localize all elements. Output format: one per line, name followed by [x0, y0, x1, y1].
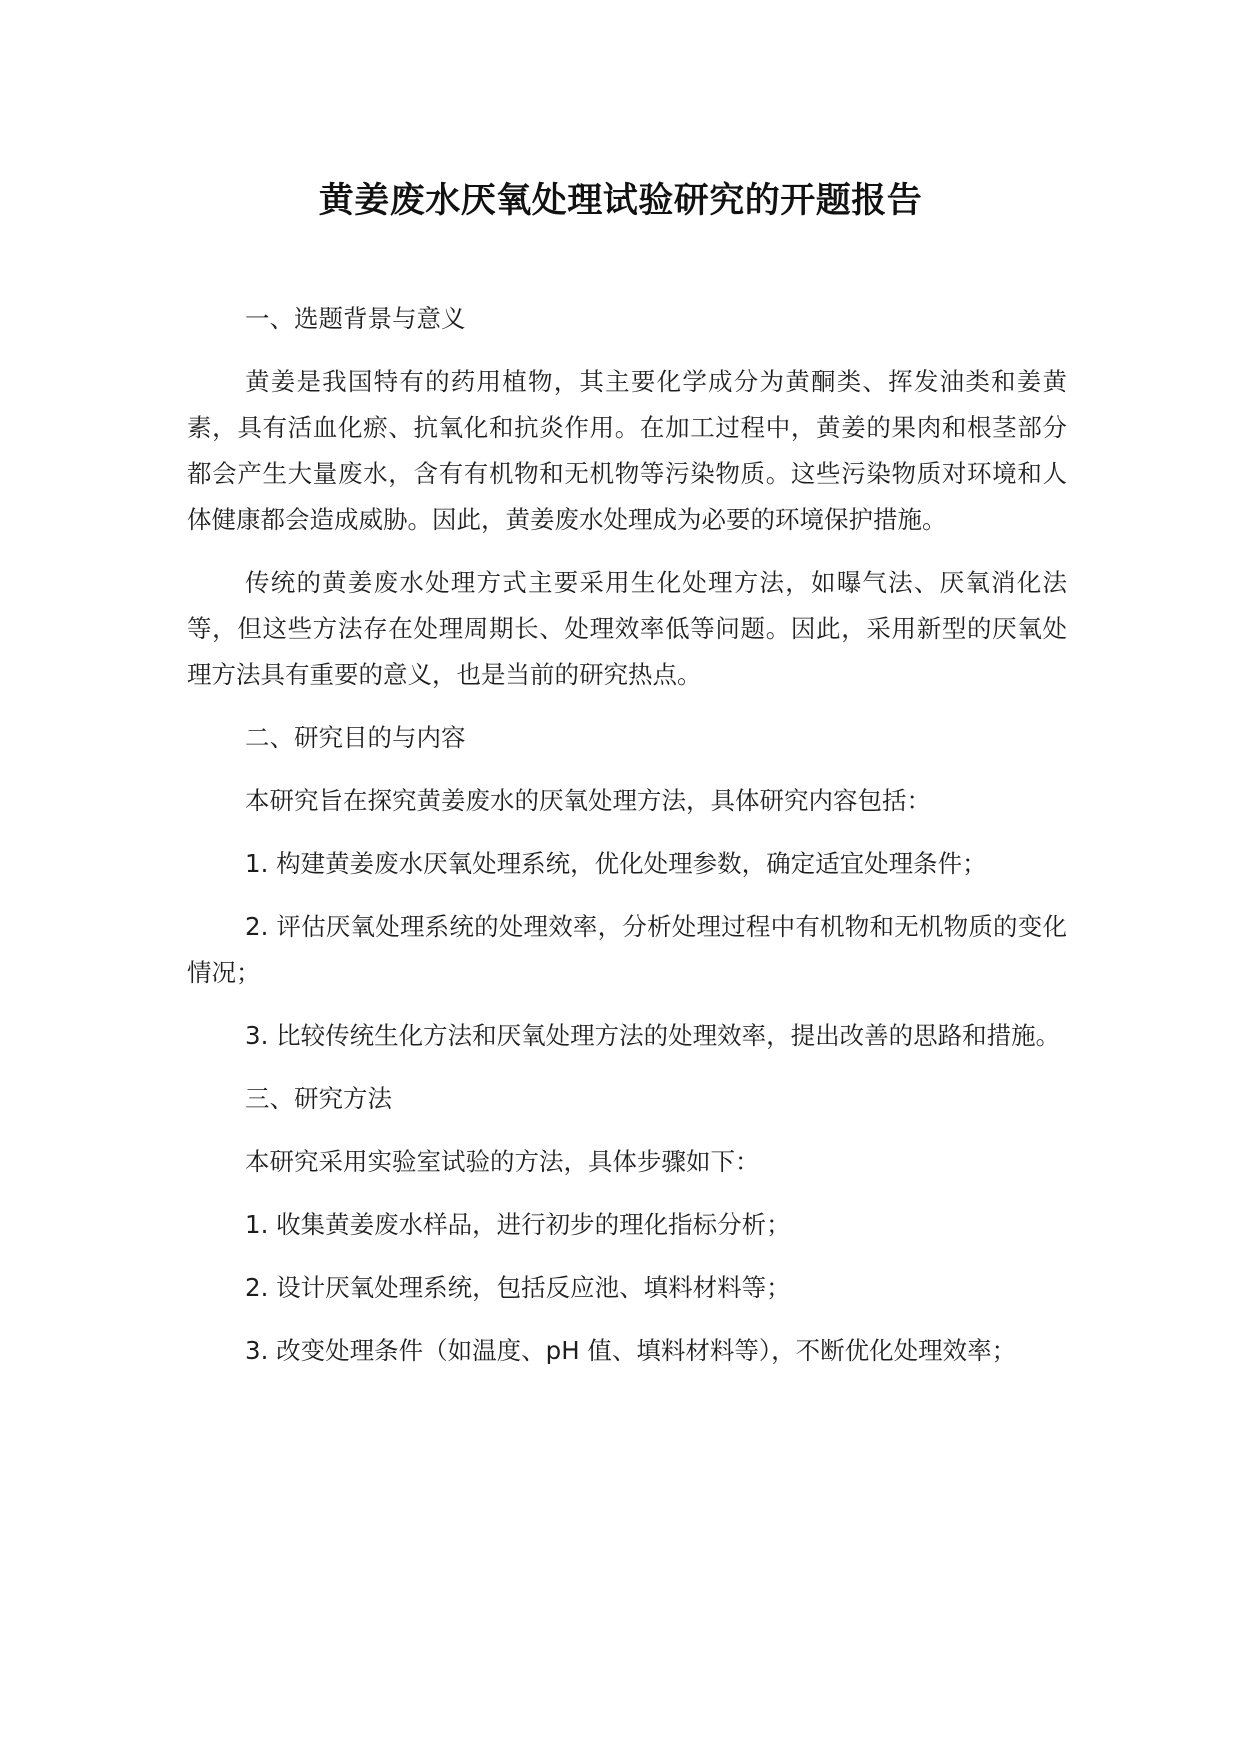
section1-heading: 一、选题背景与意义	[245, 304, 466, 333]
section3-intro: 本研究采用实验室试验的方法，具体步骤如下：	[245, 1147, 760, 1176]
section3-item-3: 3. 改变处理条件（如温度、pH 值、填料材料等），不断优化处理效率；	[245, 1336, 1017, 1365]
section1-paragraph-1: 黄姜是我国特有的药用植物，其主要化学成分为黄酮类、挥发油类和姜黄素，具有活血化瘀、抗氧化和抗炎作用。在加工过程中，黄姜的果肉和根茎部分都会产生大量废水，含有有机物和无机物等污染物质。这些污染物质对环境和人体健康都会造成威胁。因此，黄姜废水处理成为必要的环境保护措施。	[187, 367, 1067, 534]
document-title: 黄姜废水厌氧处理试验研究的开题报告	[318, 181, 923, 221]
section1-paragraph-2: 传统的黄姜废水处理方式主要采用生化处理方法，如曝气法、厌氧消化法等，但这些方法存在处理周期长、处理效率低等问题。因此，采用新型的厌氧处理方法具有重要的意义，也是当前的研究热点。	[187, 568, 1067, 689]
section3-heading: 三、研究方法	[245, 1084, 392, 1113]
section2-intro: 本研究旨在探究黄姜废水的厌氧处理方法，具体研究内容包括：	[245, 786, 931, 815]
section3-item-2: 2. 设计厌氧处理系统，包括反应池、填料材料等；	[245, 1273, 791, 1302]
section2-item-3: 3. 比较传统生化方法和厌氧处理方法的处理效率，提出改善的思路和措施。	[245, 1021, 1061, 1050]
section3-item-1: 1. 收集黄姜废水样品，进行初步的理化指标分析；	[245, 1210, 791, 1239]
section2-heading: 二、研究目的与内容	[245, 723, 466, 752]
section2-item-2: 2. 评估厌氧处理系统的处理效率，分析处理过程中有机物和无机物质的变化情况；	[187, 912, 1067, 987]
document-body	[187, 296, 1067, 1391]
section2-item-1: 1. 构建黄姜废水厌氧处理系统，优化处理参数，确定适宜处理条件；	[245, 849, 987, 878]
